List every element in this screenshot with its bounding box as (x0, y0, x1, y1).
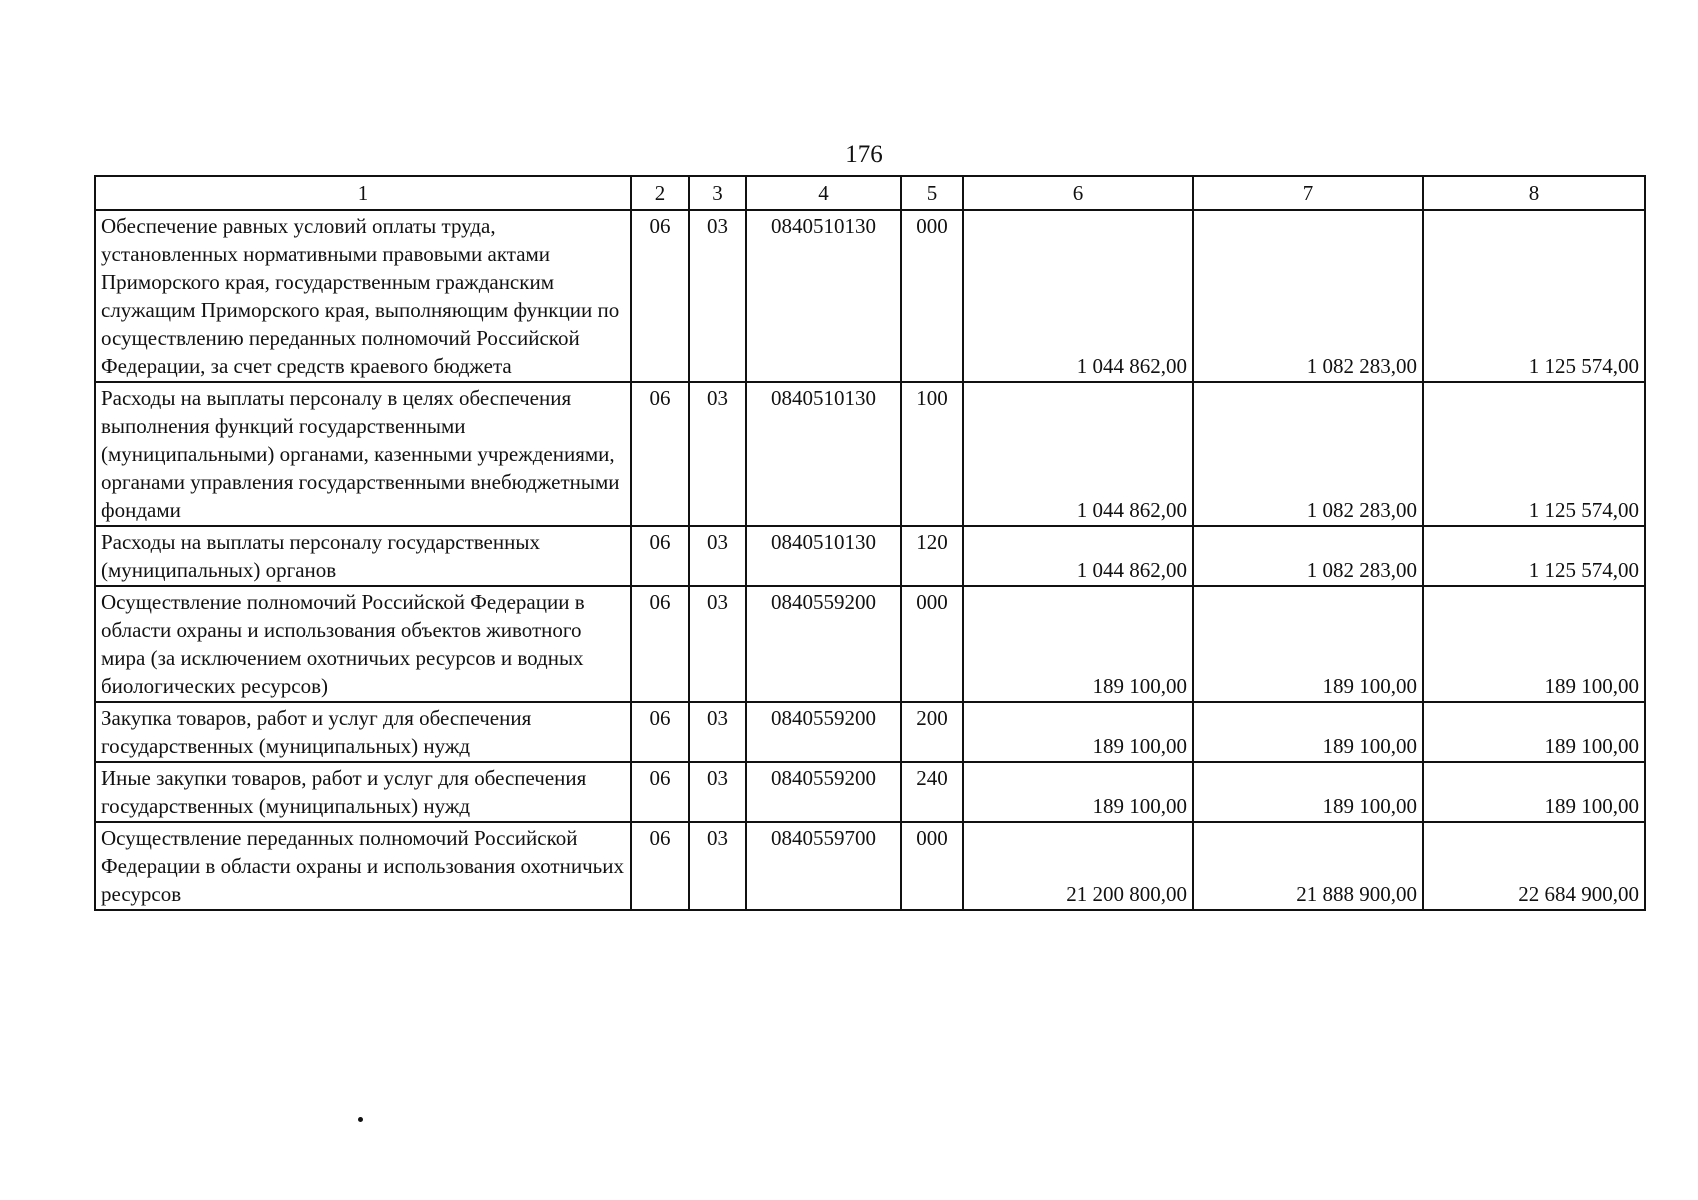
target-article-code: 0840559200 (746, 762, 901, 822)
target-article-code: 0840510130 (746, 382, 901, 526)
subsection-code: 03 (689, 382, 746, 526)
amount-column-6: 1 044 862,00 (963, 526, 1193, 586)
table-row (95, 702, 1645, 762)
table-body (95, 210, 1645, 910)
page-number: 176 (845, 141, 883, 168)
row-name: Обеспечение равных условий оплаты труда, установленных нормативными правовыми актами Приморского края, государственным гражданским служащим Приморского края, выполняющим функции по осуществлению переданных полномочий Российской Федерации, за счет средств краевого бюджета (95, 210, 631, 382)
section-code: 06 (631, 702, 689, 762)
expense-type-code: 000 (901, 210, 963, 382)
amount-column-6: 189 100,00 (963, 586, 1193, 702)
target-article-code: 0840559200 (746, 702, 901, 762)
expense-type-code: 240 (901, 762, 963, 822)
amount-column-8: 189 100,00 (1423, 762, 1645, 822)
expense-type-code: 100 (901, 382, 963, 526)
amount-column-7: 189 100,00 (1193, 586, 1423, 702)
budget-table (94, 175, 1646, 911)
target-article-code: 0840559200 (746, 586, 901, 702)
subsection-code: 03 (689, 526, 746, 586)
table-row (95, 762, 1645, 822)
expense-type-code: 000 (901, 586, 963, 702)
row-name: Иные закупки товаров, работ и услуг для обеспечения государственных (муниципальных) нужд (95, 762, 631, 822)
stray-dot-mark (358, 1117, 363, 1122)
section-code: 06 (631, 822, 689, 910)
subsection-code: 03 (689, 822, 746, 910)
column-header-2: 2 (631, 176, 689, 210)
amount-column-7: 189 100,00 (1193, 702, 1423, 762)
amount-column-8: 1 125 574,00 (1423, 210, 1645, 382)
amount-column-7: 1 082 283,00 (1193, 382, 1423, 526)
row-name: Расходы на выплаты персоналу государственных (муниципальных) органов (95, 526, 631, 586)
amount-column-8: 189 100,00 (1423, 586, 1645, 702)
table-row (95, 210, 1645, 382)
amount-column-8: 22 684 900,00 (1423, 822, 1645, 910)
row-name: Закупка товаров, работ и услуг для обеспечения государственных (муниципальных) нужд (95, 702, 631, 762)
section-code: 06 (631, 210, 689, 382)
column-header-4: 4 (746, 176, 901, 210)
target-article-code: 0840510130 (746, 526, 901, 586)
amount-column-6: 1 044 862,00 (963, 210, 1193, 382)
subsection-code: 03 (689, 702, 746, 762)
row-name: Расходы на выплаты персоналу в целях обеспечения выполнения функций государственными (муниципальными) органами, казенными учреждениями, органами управления государственными внебюджетными фондами (95, 382, 631, 526)
amount-column-7: 21 888 900,00 (1193, 822, 1423, 910)
amount-column-6: 189 100,00 (963, 702, 1193, 762)
column-header-1: 1 (95, 176, 631, 210)
amount-column-7: 1 082 283,00 (1193, 210, 1423, 382)
section-code: 06 (631, 586, 689, 702)
column-header-7: 7 (1193, 176, 1423, 210)
amount-column-6: 1 044 862,00 (963, 382, 1193, 526)
expense-type-code: 200 (901, 702, 963, 762)
table-row (95, 382, 1645, 526)
column-header-8: 8 (1423, 176, 1645, 210)
table-row (95, 822, 1645, 910)
column-header-6: 6 (963, 176, 1193, 210)
row-name: Осуществление переданных полномочий Российской Федерации в области охраны и использования охотничьих ресурсов (95, 822, 631, 910)
section-code: 06 (631, 762, 689, 822)
table-row (95, 586, 1645, 702)
column-header-3: 3 (689, 176, 746, 210)
amount-column-8: 1 125 574,00 (1423, 382, 1645, 526)
section-code: 06 (631, 526, 689, 586)
row-name: Осуществление полномочий Российской Федерации в области охраны и использования объектов животного мира (за исключением охотничьих ресурсов и водных биологических ресурсов) (95, 586, 631, 702)
expense-type-code: 000 (901, 822, 963, 910)
target-article-code: 0840559700 (746, 822, 901, 910)
amount-column-7: 189 100,00 (1193, 762, 1423, 822)
expense-type-code: 120 (901, 526, 963, 586)
amount-column-6: 189 100,00 (963, 762, 1193, 822)
amount-column-8: 189 100,00 (1423, 702, 1645, 762)
amount-column-6: 21 200 800,00 (963, 822, 1193, 910)
section-code: 06 (631, 382, 689, 526)
subsection-code: 03 (689, 762, 746, 822)
target-article-code: 0840510130 (746, 210, 901, 382)
table-header (95, 176, 1645, 210)
amount-column-8: 1 125 574,00 (1423, 526, 1645, 586)
subsection-code: 03 (689, 586, 746, 702)
subsection-code: 03 (689, 210, 746, 382)
header-row (95, 176, 1645, 210)
amount-column-7: 1 082 283,00 (1193, 526, 1423, 586)
column-header-5: 5 (901, 176, 963, 210)
table-row (95, 526, 1645, 586)
